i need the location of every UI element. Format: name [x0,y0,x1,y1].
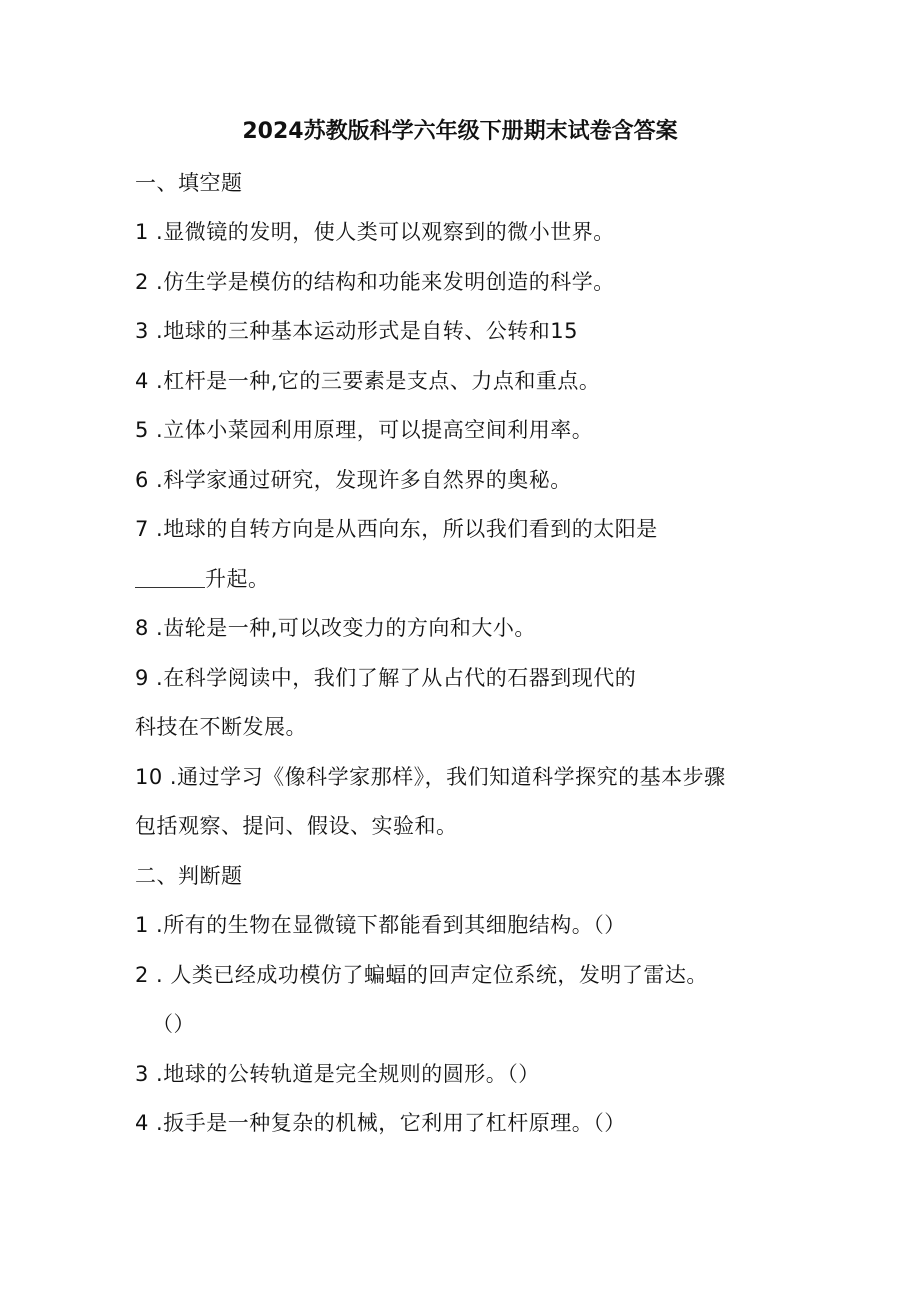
fill-question-7-tail: 升起。 [205,567,270,591]
fill-question-10: 10 .通过学习《像科学家那样》，我们知道科学探究的基本步骤 [135,765,726,789]
judge-question-2-bracket: （） [152,1012,195,1036]
fill-question-9: 9 .在科学阅读中，我们了解了从占代的石器到现代的 [135,666,637,690]
fill-question-9-continued: 科技在不断发展。 [135,715,307,739]
section-heading-true-false: 二、判断题 [135,864,243,888]
answer-blank [135,565,205,588]
fill-question-2: 2 .仿生学是模仿的结构和功能来发明创造的科学。 [135,270,615,294]
fill-question-5: 5 .立体小菜园利用原理，可以提高空间利用率。 [135,418,594,442]
fill-question-10-continued: 包括观察、提问、假设、实验和。 [135,814,458,838]
fill-question-8: 8 .齿轮是一种,可以改变力的方向和大小。 [135,616,536,640]
judge-question-2: 2 . 人类已经成功模仿了蝙蝠的回声定位系统，发明了雷达。 [135,963,708,987]
fill-question-1: 1 .显微镜的发明，使人类可以观察到的微小世界。 [135,220,615,244]
section-heading-fill-in: 一、填空题 [135,171,243,195]
page-title: 2024苏教版科学六年级下册期末试卷含答案 [242,119,678,144]
fill-question-7-continued [135,561,270,597]
judge-question-1: 1 .所有的生物在显微镜下都能看到其细胞结构。（） [135,913,626,937]
judge-question-4: 4 .扳手是一种复杂的机械，它利用了杠杆原理。（） [135,1111,626,1135]
fill-question-3: 3 .地球的三种基本运动形式是自转、公转和15 [135,319,578,343]
judge-question-3: 3 .地球的公转轨道是完全规则的圆形。（） [135,1062,540,1086]
fill-question-6: 6 .科学家通过研究，发现许多自然界的奥秘。 [135,468,572,492]
fill-question-7: 7 .地球的自转方向是从西向东，所以我们看到的太阳是 [135,517,658,541]
fill-question-4: 4 .杠杆是一种,它的三要素是支点、力点和重点。 [135,369,601,393]
